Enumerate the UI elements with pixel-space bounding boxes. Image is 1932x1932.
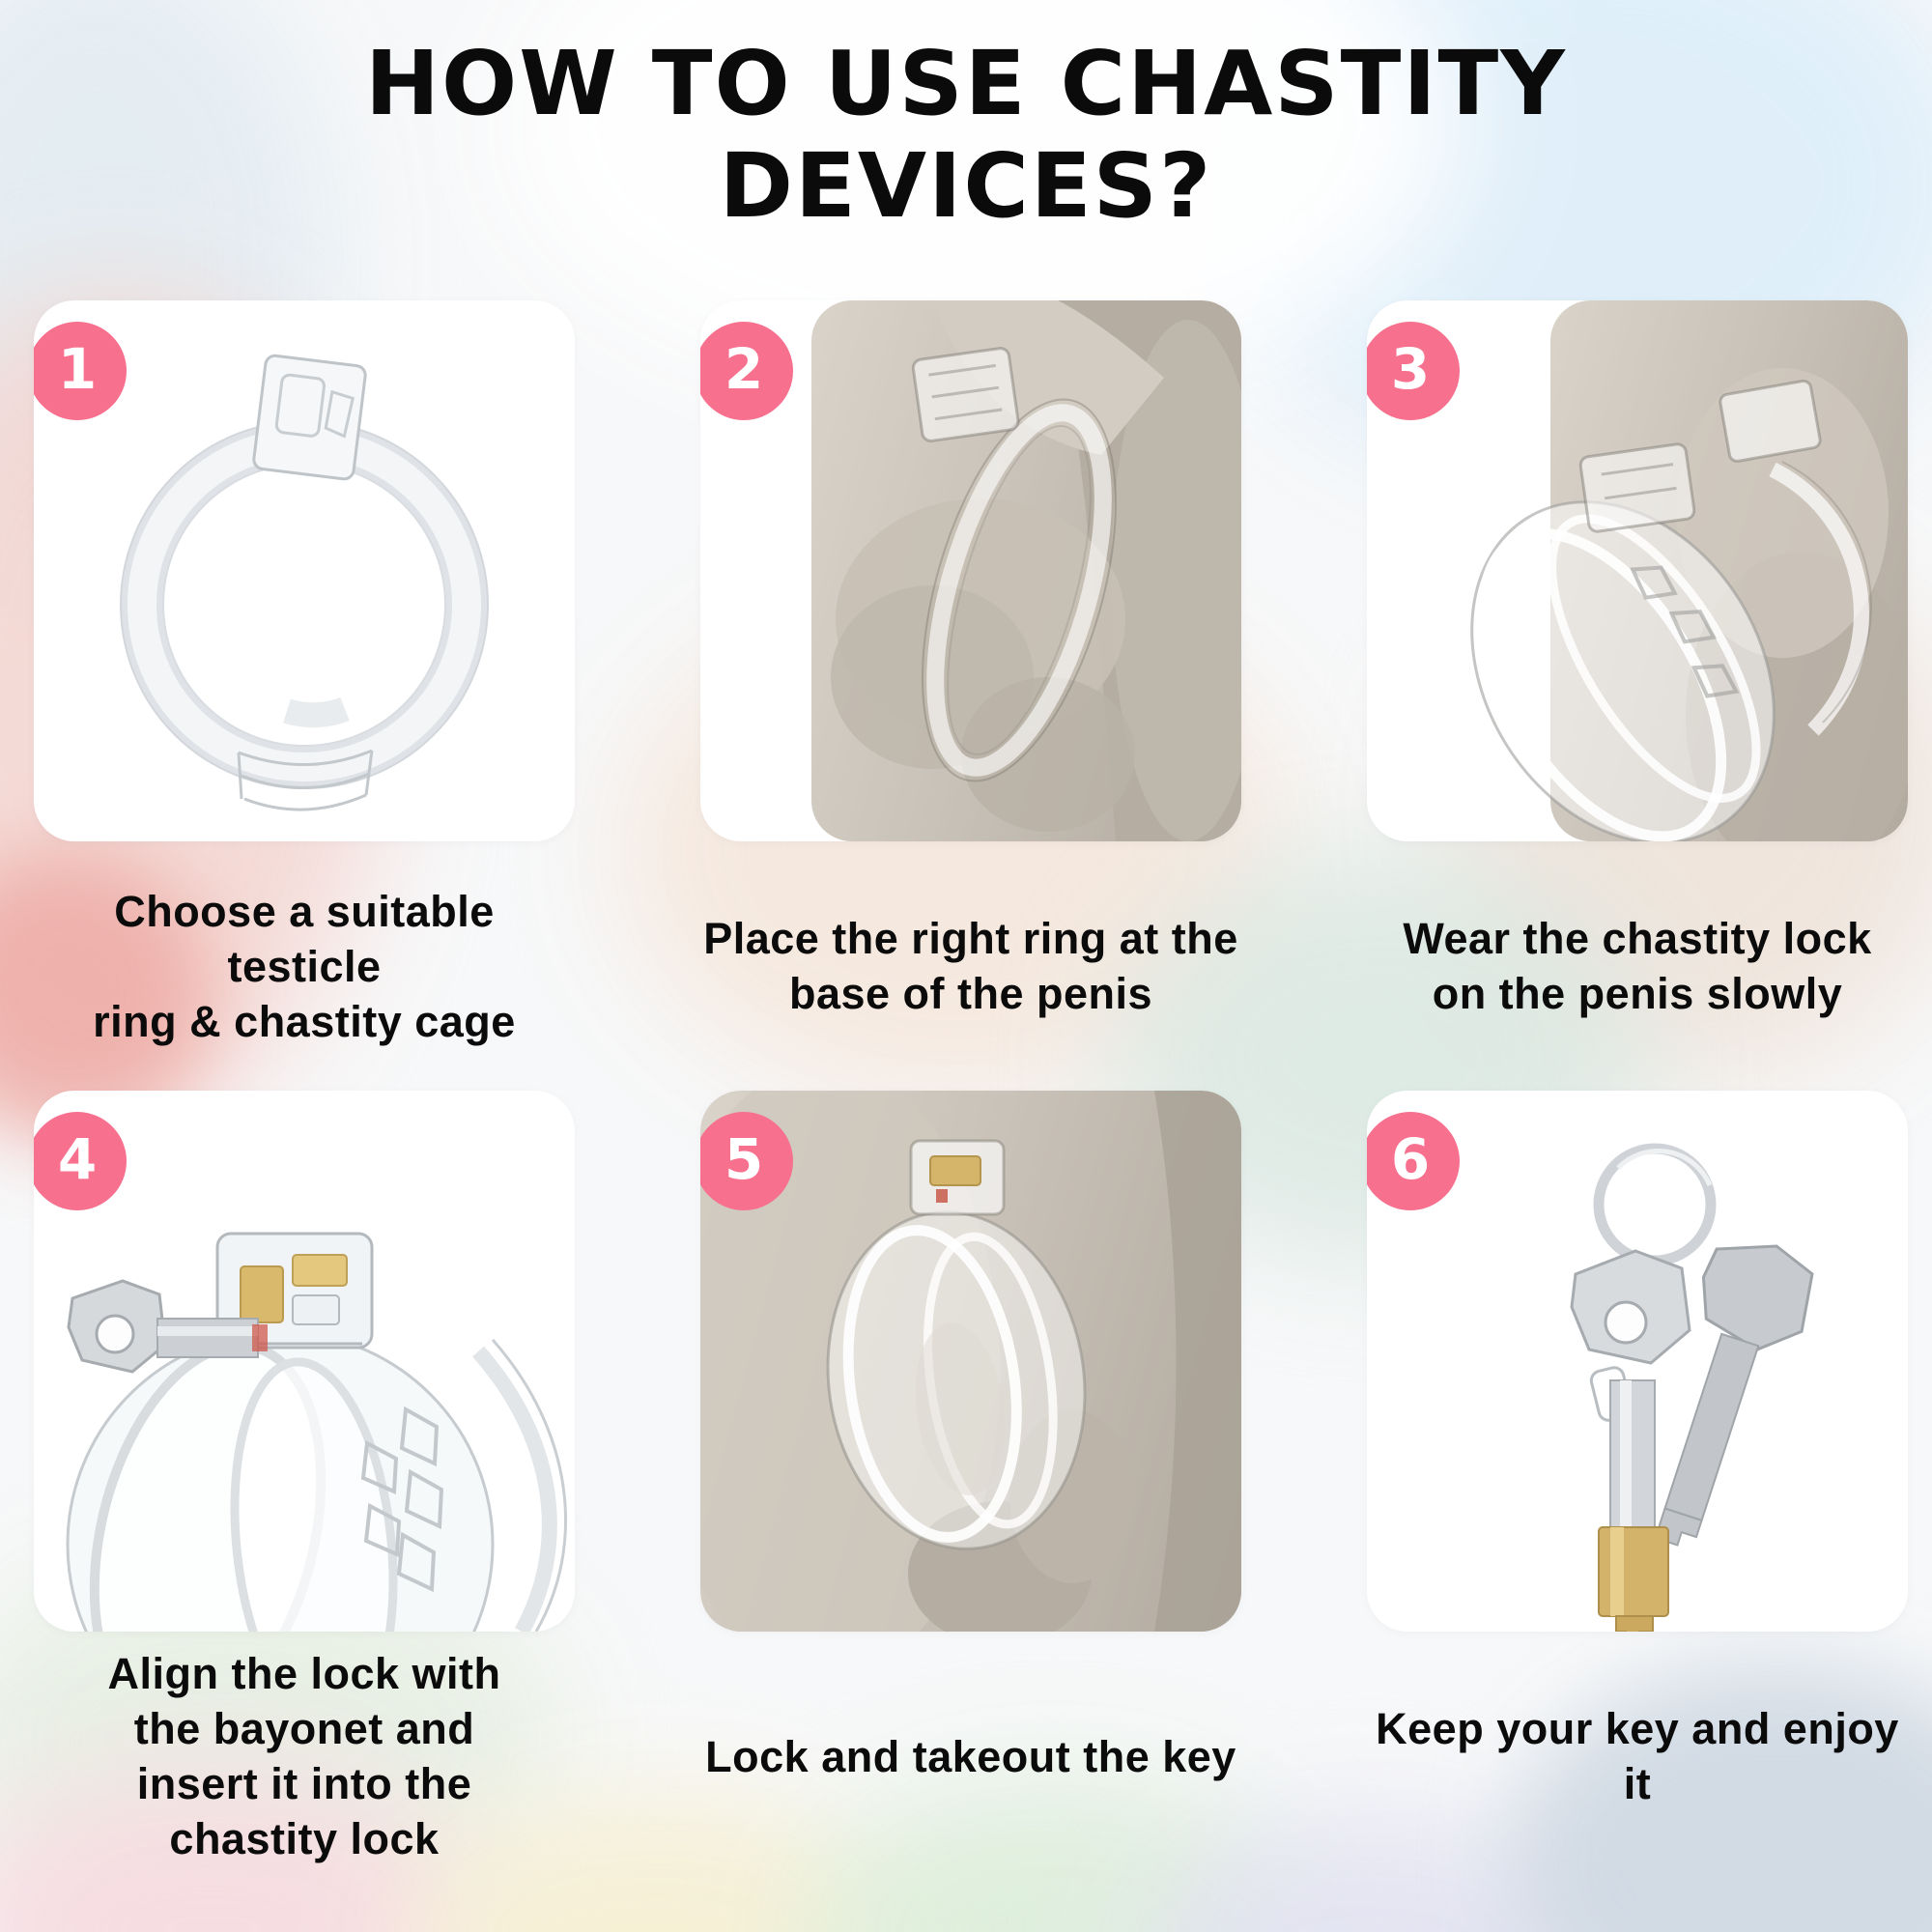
step-4-image-tile	[34, 1091, 575, 1632]
step-card-3	[1367, 300, 1908, 1091]
step-number: 5	[724, 1126, 764, 1192]
step-3-caption: Wear the chastity lock on the penis slowly	[1403, 914, 1872, 1018]
step-4-caption: Align the lock with the bayonet and insert it into the chastity lock	[107, 1649, 501, 1863]
caption-zone	[34, 841, 575, 1091]
lock-housing	[911, 1141, 1004, 1214]
step-number: 3	[1390, 336, 1431, 402]
step-card-5	[700, 1091, 1241, 1881]
step-card-4	[34, 1091, 575, 1881]
caption-zone	[700, 841, 1241, 1091]
step-5-caption: Lock and takeout the key	[705, 1731, 1236, 1781]
step-2-caption: Place the right ring at the base of the penis	[703, 914, 1238, 1018]
steps-grid	[34, 300, 1908, 1881]
step-6-image-tile	[1367, 1091, 1908, 1632]
step-6-caption: Keep your key and enjoy it	[1376, 1704, 1899, 1808]
step-number: 1	[57, 336, 98, 402]
caption-zone	[1367, 1632, 1908, 1881]
step-5-image-tile	[700, 1091, 1241, 1632]
step-2-image-tile	[700, 300, 1241, 841]
caption-zone	[700, 1632, 1241, 1881]
step-number: 2	[724, 336, 764, 402]
step-1-image-tile	[34, 300, 575, 841]
page-title-line1: HOW TO USE CHASTITY	[365, 32, 1567, 135]
step-card-1	[34, 300, 575, 1091]
brass-cap	[1599, 1527, 1668, 1632]
caption-zone	[1367, 841, 1908, 1091]
page-title-line2: DEVICES?	[719, 134, 1213, 238]
key-front	[1572, 1251, 1690, 1632]
step-1-caption: Choose a suitable testicle ring & chastity cage	[93, 886, 516, 1046]
page-title	[0, 33, 1932, 238]
step-card-2	[700, 300, 1241, 1091]
ring-clasp	[253, 355, 367, 480]
step-card-6	[1367, 1091, 1908, 1881]
caption-zone	[34, 1632, 575, 1881]
step-number: 6	[1390, 1126, 1431, 1192]
step-3-image-tile	[1367, 300, 1908, 841]
ring-clasp	[912, 347, 1019, 441]
step-number: 4	[57, 1126, 98, 1192]
